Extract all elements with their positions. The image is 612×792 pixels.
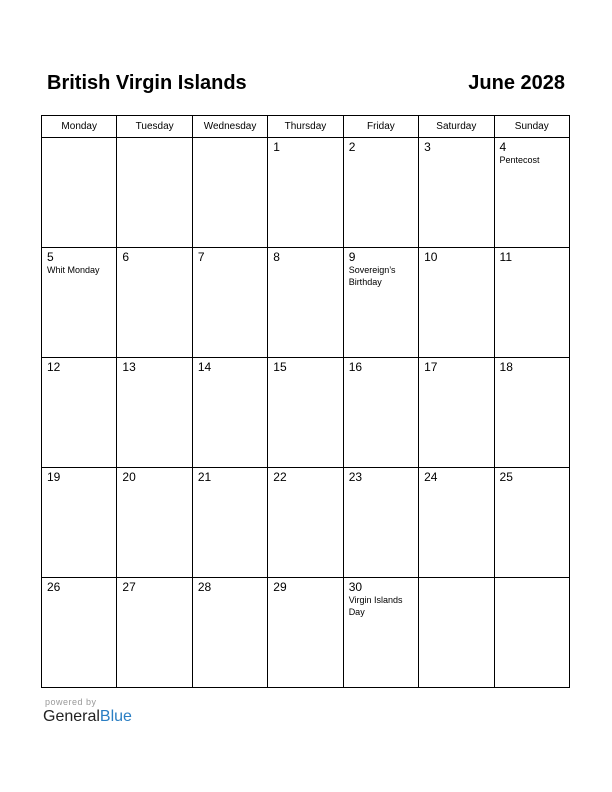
week-row [42,248,570,358]
holiday-label: Sovereign’s Birthday [348,265,396,287]
day-number: 8 [273,250,280,264]
day-number: 10 [424,250,438,264]
footer-branding[interactable] [43,697,132,726]
weekday-header: Sunday [494,116,569,138]
brand-blue-text: Blue [99,708,132,725]
day-number [419,578,493,581]
day-number: 17 [424,360,438,374]
day-cell [494,138,569,248]
day-number: 7 [197,250,205,264]
day-number [117,138,191,141]
day-number: 9 [348,250,356,264]
day-cell [117,358,192,468]
day-number: 5 [47,250,54,264]
day-number: 29 [273,580,287,594]
weekday-header: Friday [343,116,418,138]
day-cell [42,138,117,248]
day-number [42,138,116,141]
weekday-header: Monday [42,116,117,138]
day-number: 24 [424,470,438,484]
country-title: British Virgin Islands [47,72,247,94]
day-number: 6 [122,250,130,264]
day-number: 12 [47,360,61,374]
day-cell [117,248,192,358]
day-cell [42,358,117,468]
day-number: 27 [122,580,136,594]
day-number: 2 [348,140,356,154]
day-cell [268,248,343,358]
week-row [42,138,570,248]
day-number: 20 [122,470,136,484]
day-cell [192,578,267,688]
weekday-header: Saturday [419,116,494,138]
day-cell [42,578,117,688]
day-number: 13 [122,360,136,374]
day-cell [268,358,343,468]
day-cell [419,138,494,248]
holiday-label: Virgin Islands Day [348,595,403,617]
day-cell [419,468,494,578]
weekday-header: Tuesday [117,116,192,138]
day-number: 28 [197,580,212,594]
day-cell [117,578,192,688]
month-year-title: June 2028 [468,72,565,94]
weekday-header: Thursday [268,116,343,138]
day-cell [192,468,267,578]
day-cell [343,358,418,468]
day-cell [343,248,418,358]
day-number: 22 [273,470,287,484]
day-cell [494,468,569,578]
day-cell [494,248,569,358]
day-cell [419,248,494,358]
day-cell [42,248,117,358]
powered-by-label: powered by [45,697,97,707]
calendar-header [47,72,565,98]
weekday-header-row [42,116,570,138]
day-cell [192,358,267,468]
day-cell [42,468,117,578]
day-cell [117,138,192,248]
day-number [193,138,267,141]
generalblue-logo[interactable] [43,708,132,726]
calendar-grid [41,115,570,688]
day-cell [343,578,418,688]
day-cell [343,468,418,578]
day-number: 14 [197,360,212,374]
day-number: 4 [499,140,507,154]
day-number: 1 [273,140,280,154]
holiday-label: Whit Monday [47,265,100,275]
day-cell [494,358,569,468]
day-number: 11 [499,250,512,264]
week-row [42,578,570,688]
day-number: 30 [348,580,363,594]
weekday-header: Wednesday [192,116,267,138]
day-number: 3 [424,140,431,154]
day-number: 23 [348,470,363,484]
day-cell [268,578,343,688]
day-number: 18 [499,360,513,374]
day-number: 21 [197,470,212,484]
day-cell [117,468,192,578]
day-number: 15 [273,360,287,374]
day-number: 19 [47,470,61,484]
week-row [42,358,570,468]
day-cell [419,358,494,468]
day-cell [268,138,343,248]
day-number: 16 [348,360,363,374]
day-cell [494,578,569,688]
brand-general-text: General [43,708,100,725]
day-cell [192,248,267,358]
day-cell [343,138,418,248]
holiday-label: Pentecost [499,155,540,165]
day-number [495,578,569,581]
day-number: 26 [47,580,61,594]
day-cell [419,578,494,688]
day-cell [268,468,343,578]
day-number: 25 [499,470,513,484]
day-cell [192,138,267,248]
week-row [42,468,570,578]
